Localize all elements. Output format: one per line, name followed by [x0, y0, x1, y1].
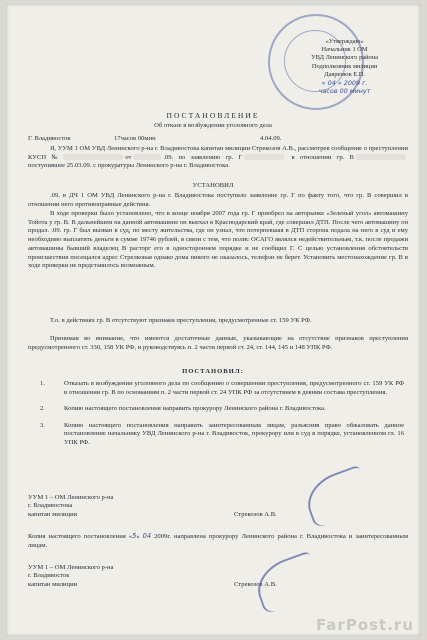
document-sheet [6, 4, 420, 636]
signer-name: Стрекозов А.В. [234, 511, 277, 518]
intro-text-1: Я, УУМ 1 ОМ УВД Ленинского р-на г. Владивостока капитан милиции Стрекозов А.В., рассмотрев сообщение о преступлении КУСП № [28, 145, 408, 161]
document-subtitle: Об отказе в возбуждении уголовного дела [154, 122, 272, 129]
intro-text-4: в отношении гр. В [291, 153, 354, 161]
list-item-text: Отказать в возбуждении уголовного дела по сообщению о совершении преступления, предусмотренного ст. 159 УК РФ в отношении гр. В по основаниям п. 2 части первой ст. 24 УПК РФ за отсутствием в деянии состава преступления. [64, 380, 404, 396]
resolution-list [40, 380, 404, 456]
list-item-number: 3. [40, 421, 45, 429]
signature-2 [250, 551, 324, 615]
list-item-text: Копию настоящего постановления направить прокурору Ленинского района г. Владивостока. [64, 405, 326, 413]
list-item [40, 405, 404, 414]
list-item [40, 421, 404, 448]
signature-1 [300, 465, 374, 529]
body-paragraph-2: В ходе проверки было установлено, что в конце ноября 2007 года гр. Г приобрел на авторынке «Зеленый угол» автомашину Тойота у гр. В. В дальнейшем на данной автомашине он выехал в Краснодарский край, где совершил ДТП. После чего автомашину он продал. .09. гр. Г был вызван в суд, по месту жительства, где он узнал, что потерпевшая в ДТП сторона подала на него в суд и ему необходимо выплатить деньги в сумме 19746 рублей, в связи с тем, что полис ОСАГО являлся недействительным, т.к. после продажи автомашины бывший владелец В расторг его в одностороннем порядке и не сообщил Г. С целью установления обстоятельств происшествия посещался адрес Стрелковая однако дома никого не оказалось, телефон не берет. Установить местонахождение гр. В в ходе проверки не представилось возможным. [28, 210, 408, 270]
list-item-number: 2. [40, 405, 45, 413]
redaction [244, 154, 284, 160]
approval-line3: УВД Ленинского района [311, 54, 378, 62]
date: 4.04.09. [260, 135, 282, 142]
place: Г. Владивосток [28, 135, 71, 142]
watermark: FarPost.ru [315, 616, 414, 634]
signer-rank: капитан милиции [28, 510, 78, 518]
approval-line5: Давренюк Е.П. [324, 70, 365, 78]
copy-text-2: 2009г. направлена прокурору Ленинского района г. Владивостока и заинтересованным лицам. [28, 533, 409, 549]
copy-paragraph: Копия настоящего постановления «5» 04 2009г. направлена прокурору Ленинского района г. Владивостока и заинтересованным лицам. [28, 532, 409, 549]
approval-time: часов 00 минут [318, 87, 371, 96]
intro-text-5: поступившее 25.03.09. с прокуратуры Ленинского р-на г. Владивостока. [28, 162, 230, 170]
redaction [133, 154, 161, 160]
list-item-text: Копию настоящего постановления направить заинтересованным лицам, разъяснив право обжаловать данное постановление начальнику УВД Ленинского р-на г. Владивосток, прокурору или в суд в порядке, установленном гл. 16 УПК РФ. [64, 421, 404, 446]
intro-text-3: .09. по заявлению гр. Г [163, 153, 243, 161]
copy-text-1: Копия настоящего постановления « [28, 533, 133, 540]
copy-day: 5 [132, 532, 137, 540]
signer2-city: г. Владивосток [28, 572, 70, 580]
resolved-heading: ПОСТАНОВИЛ: [182, 368, 244, 375]
redaction [63, 154, 123, 160]
body-paragraph-3: Т.о. в действиях гр. В отсутствуют признаки преступления, предусмотренные ст. 159 УК РФ. [50, 317, 312, 324]
signer-block [28, 494, 113, 519]
approval-date: « 04 » 2009 г. [321, 79, 368, 88]
signer2-name: Стрекозов А.В. [234, 581, 277, 588]
signer-position: УУМ 1 – ОМ Ленинского р-на [28, 494, 114, 501]
intro-paragraph [28, 145, 408, 171]
established-heading: УСТАНОВИЛ [192, 182, 234, 189]
intro-text-2: от [125, 153, 132, 161]
approval-line4: Подполковник милиции [311, 62, 378, 70]
signer2-rank: капитан милиции [28, 580, 78, 588]
signer-city: г. Владивостока [28, 502, 73, 510]
list-item-number: 1. [40, 380, 45, 387]
signer2-position: УУМ 1 – ОМ Ленинского р-на [28, 564, 114, 571]
time: 17часов 00мин [114, 135, 156, 142]
redaction [356, 154, 406, 160]
copy-month: 04 [142, 532, 152, 540]
list-item [40, 380, 404, 397]
document-title: ПОСТАНОВЛЕНИЕ [166, 111, 260, 120]
body-paragraph-1: .09. в ДЧ 1 ОМ УВД Ленинского р-на г. Владивостока поступило заявление гр. Г по факту того, что гр. В совершил в отношении него противоправные действия. [28, 192, 408, 208]
body-paragraph-4: Принимая во внимание, что имеются достаточные данные, указывающие на отсутствие признаков преступления предусмотренного ст. 330, 158 УК РФ, и руководствуясь п. 2 части первой ст. 24, ст. 144, 145 и 148 УПК РФ. [28, 335, 408, 351]
approval-line2: Начальник 1 ОМ [321, 46, 368, 54]
signer2-block [28, 564, 113, 589]
approval-line1: «Утверждаю» [325, 38, 364, 45]
approval-block [311, 38, 378, 95]
